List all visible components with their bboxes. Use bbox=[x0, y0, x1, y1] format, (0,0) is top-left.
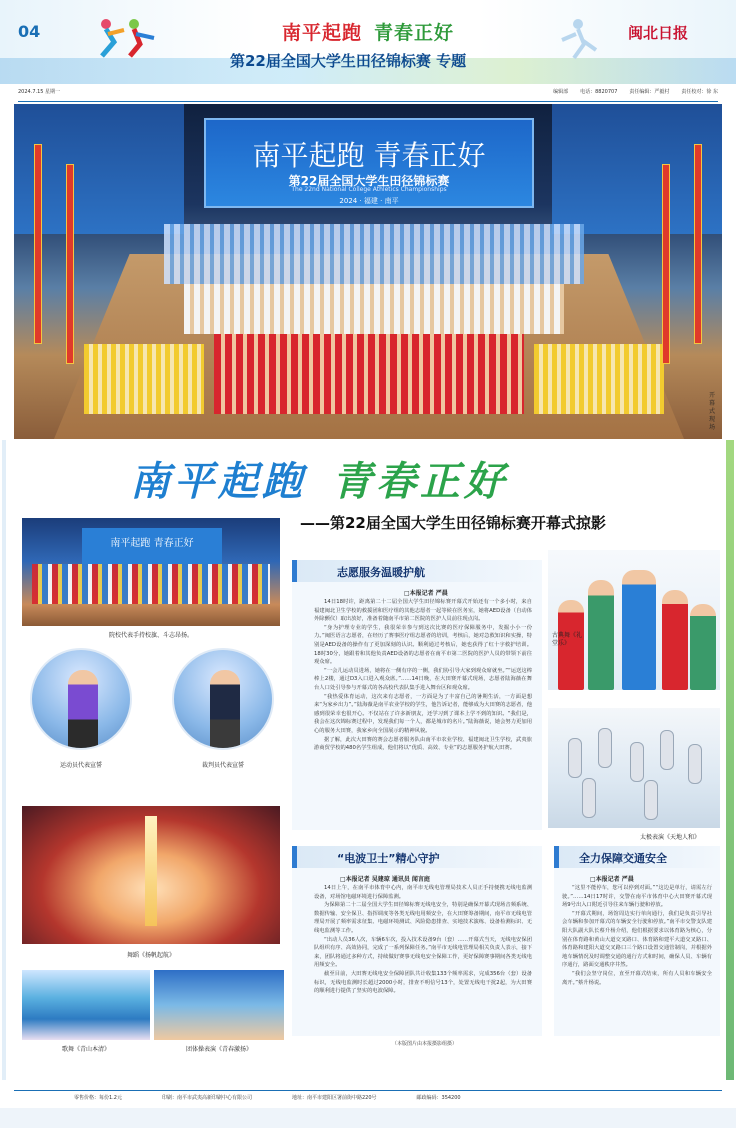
article-volunteer-header bbox=[292, 560, 542, 582]
taichi-figure bbox=[598, 728, 612, 768]
main-headline-part1: 南平起跑 bbox=[130, 459, 306, 505]
caption-referee-oath: 裁判员代表宣誓 bbox=[201, 762, 244, 769]
taichi-figure bbox=[660, 730, 674, 770]
photo-school-flags bbox=[22, 518, 280, 626]
hero-screen-place: 2024 · 福建 · 南平 bbox=[339, 197, 399, 205]
right-decor-stripe bbox=[726, 440, 734, 1080]
footer-price: 零售价格：每份1.2元 bbox=[74, 1095, 122, 1101]
article-paragraph: 为保障第二十二届全国大学生田径锦标赛无线电安全，特别是确保开幕式现场音频系统、数据传输、安全保卫、指挥调度等各类无线电用频安全，在大田赛筹备期间，南平市无线电管理局开展了频率需求征集、电磁环境测试、风险隐患排查、实地技术演练、设备检测标识、无线电监测等工作。 bbox=[314, 902, 532, 934]
photo-group-gymnastics bbox=[154, 970, 284, 1040]
dancer-figure bbox=[588, 580, 614, 690]
hero-pillar bbox=[662, 164, 670, 364]
article-volunteer-title: 志愿服务温暖护航 bbox=[337, 566, 425, 579]
article-paragraph: “一会儿运动员进场，她将在一侧有序的一侧，我们协引导大家到观众席就坐。”“运送这棒棒上2楼，通过D3入口进入观众席。”……14日晚，在大田赛开幕式现场，志愿者陆海薇在舞台人口处引导参与开幕式的各高校代表队集手进入舞台区和观众席。 bbox=[314, 667, 532, 691]
taichi-figure bbox=[644, 780, 658, 820]
photo-athlete-oath bbox=[30, 648, 132, 750]
athlete-figure bbox=[68, 670, 98, 750]
editor-phone: 电话：8820707 bbox=[580, 89, 618, 95]
caption-taichi: 太极表演《天地人和》 bbox=[639, 834, 700, 841]
article-traffic-body bbox=[562, 884, 712, 1032]
masthead-title-part2: 青春正好 bbox=[374, 22, 455, 44]
footer-code: 邮政编码：354200 bbox=[416, 1095, 461, 1101]
meta-line bbox=[18, 88, 718, 102]
hero-main-screen bbox=[204, 118, 534, 208]
taichi-figure bbox=[688, 744, 702, 784]
article-paragraph: “开幕式期间，场馆周边实行单向通行，我们是负责引导社会车辆和参加开幕式的车辆安全行驶和停放。”南平市交警支队建阳大队副大队长蔡升杨介绍，他们根据要求以体育路为核心，分别在体育路和黄山大道交叉路口、体育路和建平大道交叉路口、体育路和建阳大道交叉路口三个路口设置交通管制岗，并根据外地车辆情况及时调整交通的通行方式和时间，确保人员、车辆有序通行，路面交通秩序井然。 bbox=[562, 910, 712, 969]
referee-figure bbox=[210, 670, 240, 750]
footer-address: 地址：南平市建阳区署前街中路220号 bbox=[291, 1095, 377, 1101]
taichi-figure bbox=[582, 778, 596, 818]
caption-dance-sail: 舞蹈《扬帆起航》 bbox=[126, 952, 175, 959]
article-radio-body bbox=[314, 884, 532, 1032]
left-decor-stripe bbox=[2, 440, 6, 1080]
hero-pillar bbox=[34, 144, 42, 344]
runner-silhouette-icon bbox=[548, 16, 618, 60]
article-radio-byline: □本报记者 吴建琼 通讯员 闻言庭 bbox=[340, 876, 430, 883]
photo-banner: 南平起跑 青春正好 bbox=[82, 528, 222, 564]
article-paragraph: “我们会坚守岗位，直至开幕式结束，所有人员和车辆安全离开。”蔡升杨说。 bbox=[562, 970, 712, 986]
photo-credit: （本版图片由本报摄影组摄） bbox=[392, 1041, 458, 1047]
hero-performers-red bbox=[214, 334, 524, 414]
article-volunteer-byline: □本报记者 严晨 bbox=[404, 590, 448, 597]
bottom-bar bbox=[0, 1108, 736, 1128]
article-radio-header bbox=[292, 846, 542, 868]
photo-song-dance bbox=[22, 970, 150, 1040]
dancer-figure bbox=[622, 570, 656, 690]
caption-school-flags: 院校代表手持校旗、斗志昂扬。 bbox=[108, 632, 193, 639]
hero-screen-title: 南平起跑 青春正好 bbox=[252, 139, 486, 172]
hero-performers-yellow-left bbox=[84, 344, 204, 414]
article-paragraph: 14日18时许，距离第二十二届全国大学生田径锦标赛开幕式开始还有一个多小时，来自福建闽北卫生学校的救援团和医疗组的其他志愿者一起等候在医务室，她将AED设备（自动体外除颤仪）取出放好，准备着随南平市第二医院的医护人员前往现点岗。 bbox=[314, 599, 532, 623]
sub-headline: ——第22届全国大学生田径锦标赛开幕式掠影 bbox=[300, 514, 606, 532]
hero-performers-white bbox=[184, 284, 564, 334]
article-paragraph: 14日上午，在南平市体育中心内，南平市无线电管理局技术人员正手持便携无线电监测设备，对场馆电磁环境进行保障监测。 bbox=[314, 885, 532, 900]
main-headline bbox=[130, 450, 508, 507]
masthead bbox=[0, 0, 736, 84]
article-paragraph: “身为护理专业的学生，我很荣幸参与到这次比赛的医疗保障服务中，发掘小小一份力。”闽医语言志愿者，在经历了赛事医疗组志愿者的培训，考核后，她对急救知识和实操，特别是AED设备的操作有了更加深刻的认识。顺利通过考核后，她也获得了红十字救护培训。18时30分，她跟着和其他负责AED设备的志愿者在南平市第二医院的医护人员的带领下前往观众席。 bbox=[314, 624, 532, 666]
masthead-title bbox=[282, 18, 454, 45]
taichi-figure bbox=[630, 742, 644, 782]
caption-classical-dance: 古典舞《礼堂乐》 bbox=[552, 632, 583, 647]
taichi-figure bbox=[568, 738, 582, 778]
article-paragraph: “我热爱体育运动，这次来有志愿者，一方面是为了丰富自己的暑期生活，一方面是想来“为家乡出力”。”陆海薇是南平农业学校的学生，他告诉记者，能够成为大田赛的志愿者，他感到很荣幸也很开心。不仅站在了许多新朋友，还学习到了课本上学不到的知识。“我们是，我会在这次锦标赛过程中，发现我们每一个人，都是城市的名片。”陆海薇说，她会努力更加用心的服务大田赛，我家乡向全国展示的精神风貌。 bbox=[314, 693, 532, 734]
light-tower bbox=[145, 816, 157, 926]
page-footer bbox=[14, 1090, 722, 1104]
runner-figure-icon bbox=[92, 16, 162, 60]
photo-classical-dance bbox=[548, 550, 720, 690]
photo-dance-sail bbox=[22, 806, 280, 944]
hero-performers-yellow-right bbox=[534, 344, 664, 414]
hero-performers-blue bbox=[164, 224, 584, 284]
masthead-subtitle: 第22届全国大学生田径锦标赛 专题 bbox=[230, 52, 467, 70]
masthead-title-part1: 南平起跑 bbox=[282, 22, 363, 44]
hero-pillar bbox=[66, 164, 74, 364]
hero-screen-event: 第22届全国大学生田径锦标赛 bbox=[288, 174, 450, 188]
hero-caption: 开幕式现场 bbox=[709, 392, 716, 431]
photo-flag-row bbox=[32, 564, 270, 604]
article-traffic-title: 全力保障交通安全 bbox=[579, 852, 667, 865]
article-radio-title: “电波卫士”精心守护 bbox=[337, 852, 440, 865]
hero-photo-opening-ceremony bbox=[14, 104, 722, 439]
editor-dept: 编辑部 bbox=[553, 89, 569, 95]
hero-pillar bbox=[694, 144, 702, 344]
dancer-figure bbox=[662, 590, 688, 690]
proofreader: 责任校对：徐 东 bbox=[681, 89, 718, 95]
photo-referee-oath bbox=[172, 648, 274, 750]
responsible-editor: 责任编辑：严毅村 bbox=[629, 89, 670, 95]
caption-group-gymnastics: 团体操表演《青春激扬》 bbox=[185, 1046, 252, 1053]
main-headline-part2: 青春正好 bbox=[332, 459, 508, 505]
article-paragraph: “这里不能停车，您可以停到对面。”“这边是单行，请需左行驶。”……14日17时许，交警在南平市体育中心大田赛开幕式现场9号出入口附近引导往来车辆行驶和停放。 bbox=[562, 885, 712, 909]
dancer-figure bbox=[690, 604, 716, 690]
newspaper-brand: 闽北日报 bbox=[628, 24, 689, 42]
caption-athlete-oath: 运动员代表宣誓 bbox=[59, 762, 102, 769]
article-traffic-header bbox=[554, 846, 720, 868]
article-traffic-byline: □本报记者 严晨 bbox=[590, 876, 634, 883]
hero-screen-english: The 22nd National College Athletics Championships bbox=[291, 186, 447, 193]
caption-song-dance: 歌舞《青山本清》 bbox=[61, 1046, 110, 1053]
page-number: 04 bbox=[18, 22, 41, 41]
issue-date: 2024.7.15 星期一 bbox=[18, 89, 61, 95]
footer-printer: 印刷：南平市武夷高新印刷中心有限公司 bbox=[161, 1095, 252, 1101]
article-volunteer-body bbox=[314, 598, 532, 826]
photo-taichi bbox=[548, 708, 720, 828]
article-paragraph: 截至目前，大田赛无线电安全保障团队共计收集133个频率需求，完成356台（套）设备标识，无线电监测时长超过2000小时，排查不明信号13个，处置无线电干扰2起，为大田赛的顺利进行提供了坚实的电波保障。 bbox=[314, 970, 532, 995]
article-paragraph: 据了解，此次大田赛的赛会志愿者服务队由南平市农业学校、福建闽北卫生学校，武夷旅游商贸学校的480名学生组成，他们将以“优质、高效、专业”的志愿服务护航大田赛。 bbox=[314, 736, 532, 752]
article-paragraph: “出动人员36人次，车辆6车次，投入技术设备9台（套）……开幕式当天，无线电安保团队组织有序、高效协同，完成了一系列保障任务。”南平市无线电管理局相关负责人表示，接下来，团队将通过多种方式，持续做好赛事无线电安全保障工作，更好保障赛事期间各类无线电用频安全。 bbox=[314, 936, 532, 969]
